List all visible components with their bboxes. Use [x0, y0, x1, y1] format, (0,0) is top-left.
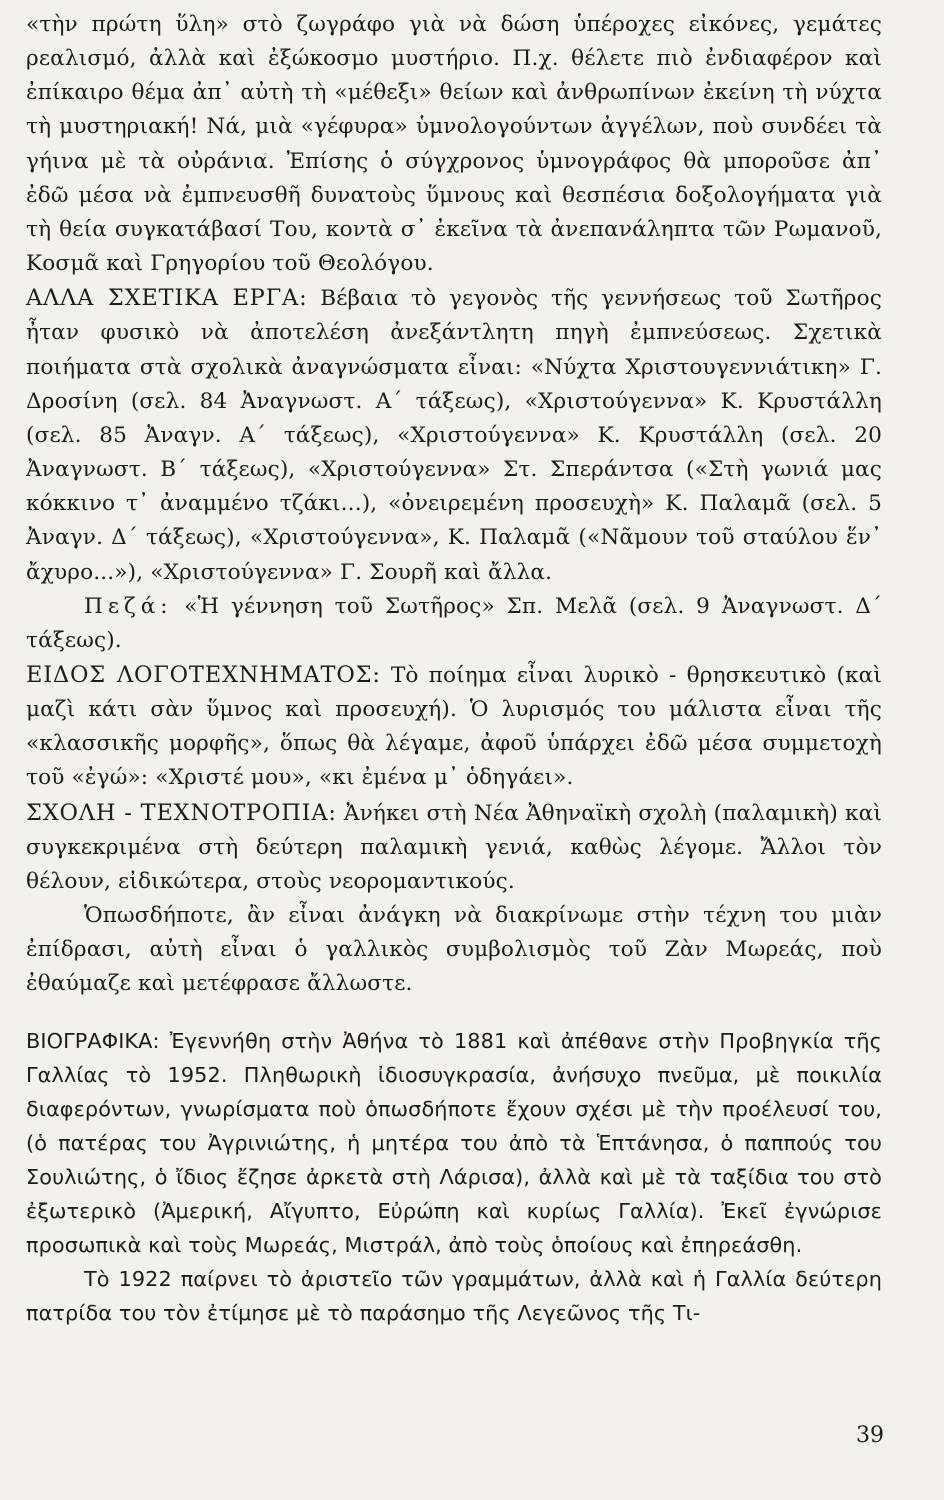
- page-number: 39: [856, 1423, 884, 1448]
- section-gap: [26, 1002, 882, 1024]
- paragraph-text: Βέβαια τὸ γεγονὸς τῆς γεννήσεως τοῦ Σωτῆρος ἦταν φυσικὸ νὰ ἀποτελέση ἀνεξάντλητη πηγὴ ἐμπνεύσεως. Σχετικὰ ποιήματα στὰ σχολικὰ ἀναγνώσματα εἶναι: «Νύχτα Χριστουγεννιάτικη» Γ. Δροσίνη (σελ. 84 Ἀναγνωστ. Α΄ τάξεως), «Χριστούγεννα» Κ. Κρυστάλλη (σελ. 85 Ἀναγν. Α΄ τάξεως), «Χριστούγεννα» Κ. Κρυστάλλη (σελ. 20 Ἀναγνωστ. Β΄ τάξεως), «Χριστούγεννα» Στ. Σπεράντσα («Στὴ γωνιά μας κόκκινο τ᾿ ἀναμμένο τζάκι...), «ὀνειρεμένη προσευχὴ» Κ. Παλαμᾶ (σελ. 5 Ἀναγν. Δ΄ τάξεως), «Χριστούγεννα», Κ. Παλαμᾶ («Νᾶμουν τοῦ σταύλου ἕν᾿ ἄχυρο...»), «Χριστούγεννα» Γ. Σουρῆ καὶ ἄλλα.: [26, 286, 882, 585]
- book-page: [26, 8, 882, 1488]
- paragraph-genre: [26, 658, 882, 796]
- paragraph-school: [26, 796, 882, 899]
- paragraph-text: Ὁπωσδήποτε, ἂν εἶναι ἀνάγκη νὰ διακρίνωμε στὴν τέχνη του μιὰν ἐπίδρασι, αὐτὴ εἶναι ὁ γαλλικὸς συμβολισμὸς τοῦ Ζὰν Μωρεάς, ποὺ ἐθαύμαζε καὶ μετέφρασε ἄλλωστε.: [26, 903, 882, 997]
- section-heading-biography: ΒΙΟΓΡΑΦΙΚΑ:: [26, 1028, 160, 1053]
- paragraph-text: Ἀνήκει στὴ Νέα Ἀθηναϊκὴ σχολὴ (παλαμικὴ) καὶ συγκεκριμένα στὴ δεύτερη παλαμικὴ γενιά, καθὼς λέγομε. Ἄλλοι τὸν θέλουν, εἰδικώτερα, στοὺς νεορομαντικούς.: [26, 800, 882, 894]
- paragraph-painter-theme: [26, 8, 882, 281]
- section-heading-genre: ΕΙΔΟΣ ΛΟΓΟΤΕΧΝΗΜΑΤΟΣ:: [26, 661, 381, 688]
- paragraph-text: Τὸ 1922 παίρνει τὸ ἀριστεῖο τῶν γραμμάτων, ἀλλὰ καὶ ἡ Γαλλία δεύτερη πατρίδα του τὸν ἐτίμησε μὲ τὸ παράσημο τῆς Λεγεῶνος τῆς Τι-: [26, 1267, 882, 1326]
- paragraph-text: «Ἡ γέννηση τοῦ Σωτῆρος» Σπ. Μελᾶ (σελ. 9 Ἀναγνωστ. Δ΄ τάξεως).: [26, 593, 882, 653]
- paragraph-influence: [26, 899, 882, 1001]
- section-heading-related-works: ΑΛΛΑ ΣΧΕΤΙΚΑ ΕΡΓΑ:: [26, 285, 308, 312]
- paragraph-prose: [26, 590, 882, 658]
- prose-label: Πεζά:: [84, 593, 173, 619]
- paragraph-related-works: [26, 281, 882, 589]
- section-heading-school: ΣΧΟΛΗ - ΤΕΧΝΟΤΡΟΠΙΑ:: [26, 799, 337, 826]
- paragraph-biography: [26, 1024, 882, 1263]
- paragraph-honors: [26, 1262, 882, 1330]
- paragraph-text: Ἐγεννήθη στὴν Ἀθήνα τὸ 1881 καὶ ἀπέθανε στὴν Προβηγκία τῆς Γαλλίας τὸ 1952. Πληθωρικὴ ἰδιοσυγκρασία, ἀνήσυχο πνεῦμα, μὲ ποικιλία διαφερόντων, γνωρίσματα ποὺ ὁπωσδήποτε ἔχουν σχέσι μὲ τὴν προέλευσί του, (ὁ πατέρας του Ἀγρινιώτης, ἡ μητέρα του ἀπὸ τὰ Ἑπτάνησα, ὁ παππούς του Σουλιώτης, ὁ ἴδιος ἔζησε ἀρκετὰ στὴ Λάρισα), ἀλλὰ καὶ μὲ τὰ ταξίδια του στὸ ἐξωτερικὸ (Ἀμερική, Αἴγυπτο, Εὐρώπη καὶ κυρίως Γαλλία). Ἐκεῖ ἐγνώρισε προσωπικὰ καὶ τοὺς Μωρεάς, Μιστράλ, ἀπὸ τοὺς ὁποίους καὶ ἐπηρεάσθη.: [26, 1028, 882, 1258]
- paragraph-text: Τὸ ποίημα εἶναι λυρικὸ - θρησκευτικὸ (καὶ μαζὶ κάτι σὰν ὕμνος καὶ προσευχή). Ὁ λυρισμός του μάλιστα εἶναι τῆς «κλασσικῆς μορφῆς», ὅπως θὰ λέγαμε, ἀφοῦ ὑπάρχει ἐδῶ μέσα συμμετοχὴ τοῦ «ἐγώ»: «Χριστέ μου», «κι ἐμένα μ᾿ ὁδηγάει».: [26, 662, 883, 791]
- paragraph-text: «τὴν πρώτη ὕλη» στὸ ζωγράφο γιὰ νὰ δώση ὑπέροχες εἰκόνες, γεμάτες ρεαλισμό, ἀλλὰ καὶ ἐξώκοσμο μυστήριο. Π.χ. θέλετε πιὸ ἐνδιαφέρον καὶ ἐπίκαιρο θέμα ἀπ᾿ αὐτὴ τὴ «μέθεξι» θείων καὶ ἀνθρωπίνων ἐκείνη τὴ νύχτα τὴ μυστηριακή! Νά, μιὰ «γέφυρα» ὑμνολογούντων ἀγγέλων, ποὺ συνδέει τὰ γήινα μὲ τὰ οὐράνια. Ἐπίσης ὁ σύγχρονος ὑμνογράφος θὰ μποροῦσε ἀπ᾿ ἐδῶ μέσα νὰ ἐμπνευσθῆ δυνατοὺς ὕμνους καὶ θεσπέσια δοξολογήματα γιὰ τὴ θεία συγκατάβασί Του, κοντὰ σ᾿ ἐκεῖνα τὰ ἀνεπανάληπτα τῶν Ρωμανοῦ, Κοσμᾶ καὶ Γρηγορίου τοῦ Θεολόγου.: [26, 12, 882, 277]
